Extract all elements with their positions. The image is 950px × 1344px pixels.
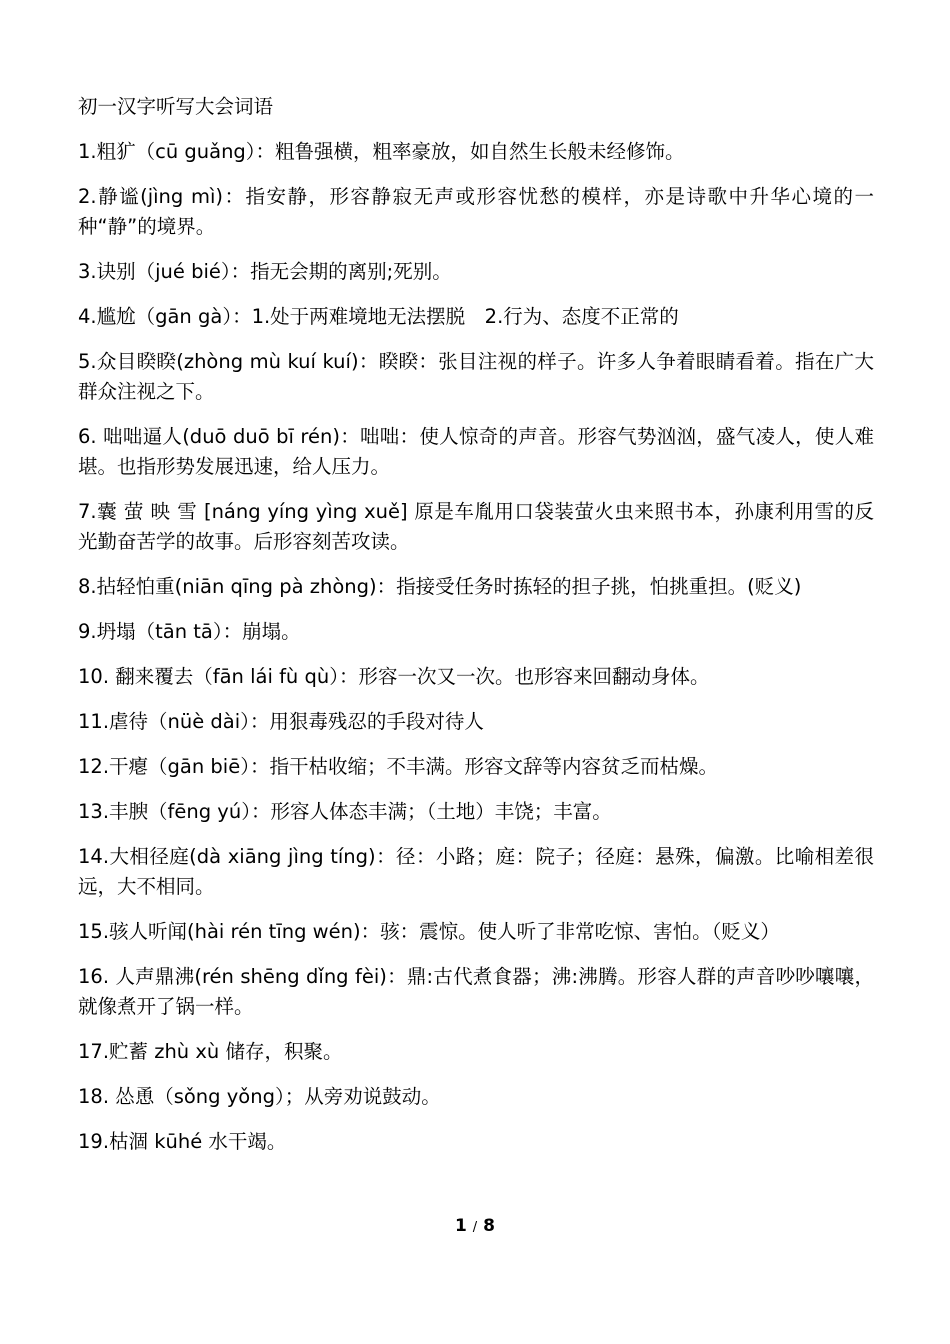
vocab-entry-18: 18. 怂恿（sǒng yǒng）；从旁劝说鼓动。	[78, 1085, 441, 1108]
document-body	[78, 92, 874, 1172]
vocab-entry-5: 5.众目睽睽(zhòng mù kuí kuí)：睽睽：张目注视的样子。许多人争着眼睛看着。指在广大群众注视之下。	[78, 350, 874, 403]
vocab-entry-9: 9.坍塌（tān tā）：崩塌。	[78, 620, 301, 643]
page-number-total: 8	[483, 1216, 495, 1236]
vocab-entry-2: 2.静谧(jìng mì)：指安静，形容静寂无声或形容忧愁的模样，亦是诗歌中升华心境的一种“静”的境界。	[78, 185, 874, 238]
vocab-entry-16: 16. 人声鼎沸(rén shēng dǐng fèi)：鼎:古代煮食器；沸:沸腾。形容人群的声音吵吵嚷嚷，就像煮开了锅一样。	[78, 965, 874, 1018]
vocab-entry-4: 4.尴尬（gān gà）：1.处于两难境地无法摆脱 2.行为、态度不正常的	[78, 305, 679, 328]
vocab-entry-10: 10. 翻来覆去（fān lái fù qù）：形容一次又一次。也形容来回翻动身体。	[78, 665, 710, 688]
vocab-entry-12: 12.干瘪（gān biē）：指干枯收缩；不丰满。形容文辞等内容贫乏而枯燥。	[78, 755, 718, 778]
page-number	[0, 1216, 950, 1236]
vocab-entry-6: 6. 咄咄逼人(duō duō bī rén)：咄咄：使人惊奇的声音。形容气势汹汹，盛气凌人，使人难堪。也指形势发展迅速，给人压力。	[78, 425, 874, 478]
vocab-entry-7: 7.囊 萤 映 雪 [náng yíng yìng xuě] 原是车胤用口袋装萤火虫来照书本，孙康利用雪的反光勤奋苦学的故事。后形容刻苦攻读。	[78, 500, 874, 553]
vocab-entry-15: 15.骇人听闻(hài rén tīng wén)：骇：震惊。使人听了非常吃惊、害怕。（贬义）	[78, 920, 780, 943]
vocab-entry-1: 1.粗犷（cū guǎng）：粗鲁强横，粗率豪放，如自然生长般未经修饰。	[78, 140, 685, 163]
vocab-entry-3: 3.诀别（jué bié）：指无会期的离别;死别。	[78, 260, 452, 283]
vocab-entry-13: 13.丰腴（fēng yú）：形容人体态丰满；（土地）丰饶；丰富。	[78, 800, 612, 823]
vocab-entry-14: 14.大相径庭(dà xiāng jìng tíng)：径：小路；庭：院子；径庭：悬殊，偏激。比喻相差很远，大不相同。	[78, 845, 874, 898]
vocab-entry-8: 8.拈轻怕重(niān qīng pà zhòng)：指接受任务时拣轻的担子挑，怕挑重担。(贬义)	[78, 575, 802, 598]
page-number-current: 1	[455, 1216, 467, 1236]
vocab-entry-17: 17.贮蓄 zhù xù 储存，积聚。	[78, 1040, 343, 1063]
page-number-separator: /	[472, 1220, 478, 1235]
document-title: 初一汉字听写大会词语	[78, 95, 274, 118]
vocab-entry-11: 11.虐待（nüè dài）：用狠毒残忍的手段对待人	[78, 710, 484, 733]
vocab-entry-19: 19.枯涸 kūhé 水干竭。	[78, 1130, 287, 1153]
